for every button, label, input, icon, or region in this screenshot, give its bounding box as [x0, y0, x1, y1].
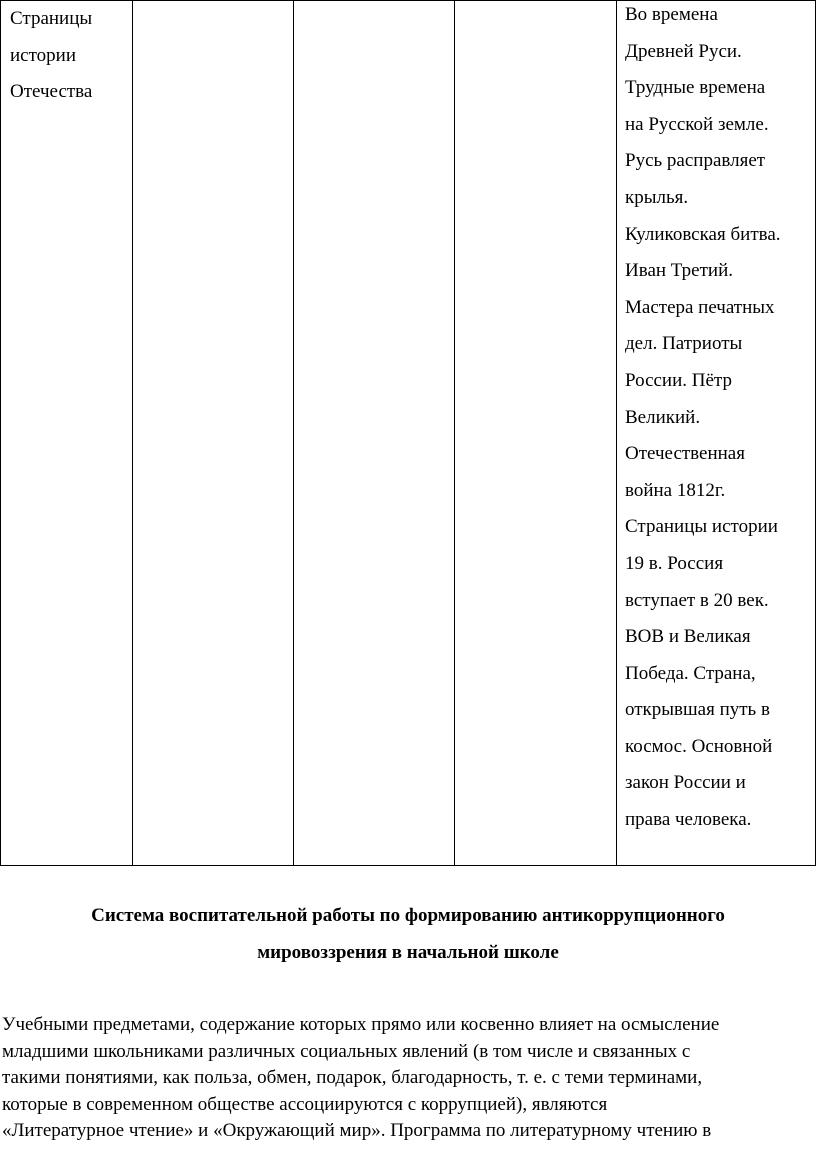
topic-line: Победа. Страна,	[625, 662, 756, 684]
section-heading-line: мировоззрения в начальной школе	[257, 942, 559, 963]
paragraph-line: младшими школьниками различных социальных явлений (в том числе и связанных с	[2, 1040, 691, 1062]
topics-list	[617, 0, 815, 839]
topic-line: на Русской земле.	[625, 113, 769, 135]
paragraph-line: которые в современном обществе ассоциируются с коррупцией), являются	[2, 1093, 608, 1115]
topic-line: Трудные времена	[625, 77, 766, 99]
topic-line: Во времена	[625, 4, 718, 25]
section-title-line: Страницы	[10, 8, 93, 29]
topic-line: Древней Руси.	[625, 40, 742, 62]
topic-line: космос. Основной	[625, 735, 773, 757]
table-cell-empty	[455, 1, 617, 866]
table-row	[1, 1, 816, 866]
table-cell-empty	[294, 1, 455, 866]
topic-line: Страницы истории	[625, 516, 778, 538]
topic-line: закон России и	[625, 772, 746, 794]
topic-line: дел. Патриоты	[625, 333, 743, 355]
topic-line: права человека.	[625, 809, 752, 831]
topic-line: война 1812г.	[625, 479, 726, 501]
topic-line: крылья.	[625, 186, 689, 208]
paragraph-line: Учебными предметами, содержание которых прямо или косвенно влияет на осмысление	[2, 1014, 720, 1035]
topic-line: Отечественная	[625, 443, 745, 465]
topic-line: Русь расправляет	[625, 150, 766, 172]
topic-line: Иван Третий.	[625, 260, 733, 282]
topic-line: вступает в 20 век.	[625, 589, 769, 611]
section-title	[1, 0, 132, 111]
paragraph-line: «Литературное чтение» и «Окружающий мир». Программа по литературному чтению в	[2, 1120, 712, 1142]
table-cell-section	[1, 1, 133, 866]
topic-line: Великий.	[625, 406, 701, 428]
section-heading-line: Система воспитательной работы по формированию антикоррупционного	[91, 905, 725, 926]
topic-line: России. Пётр	[625, 369, 732, 391]
section-heading	[0, 897, 816, 971]
topic-line: Мастера печатных	[625, 296, 775, 318]
topic-line: открывшая путь в	[625, 699, 770, 721]
table-cell-topics	[617, 1, 816, 866]
paragraph-line: такими понятиями, как польза, обмен, подарок, благодарность, т. е. с теми терминами,	[2, 1067, 703, 1089]
topic-line: 19 в. Россия	[625, 552, 724, 574]
topic-line: ВОВ и Великая	[625, 626, 751, 648]
body-paragraph	[2, 1012, 816, 1145]
table-cell-empty	[133, 1, 294, 866]
section-title-line: Отечества	[10, 81, 93, 102]
topic-line: Куликовская битва.	[625, 223, 781, 245]
section-title-line: истории	[10, 44, 76, 66]
